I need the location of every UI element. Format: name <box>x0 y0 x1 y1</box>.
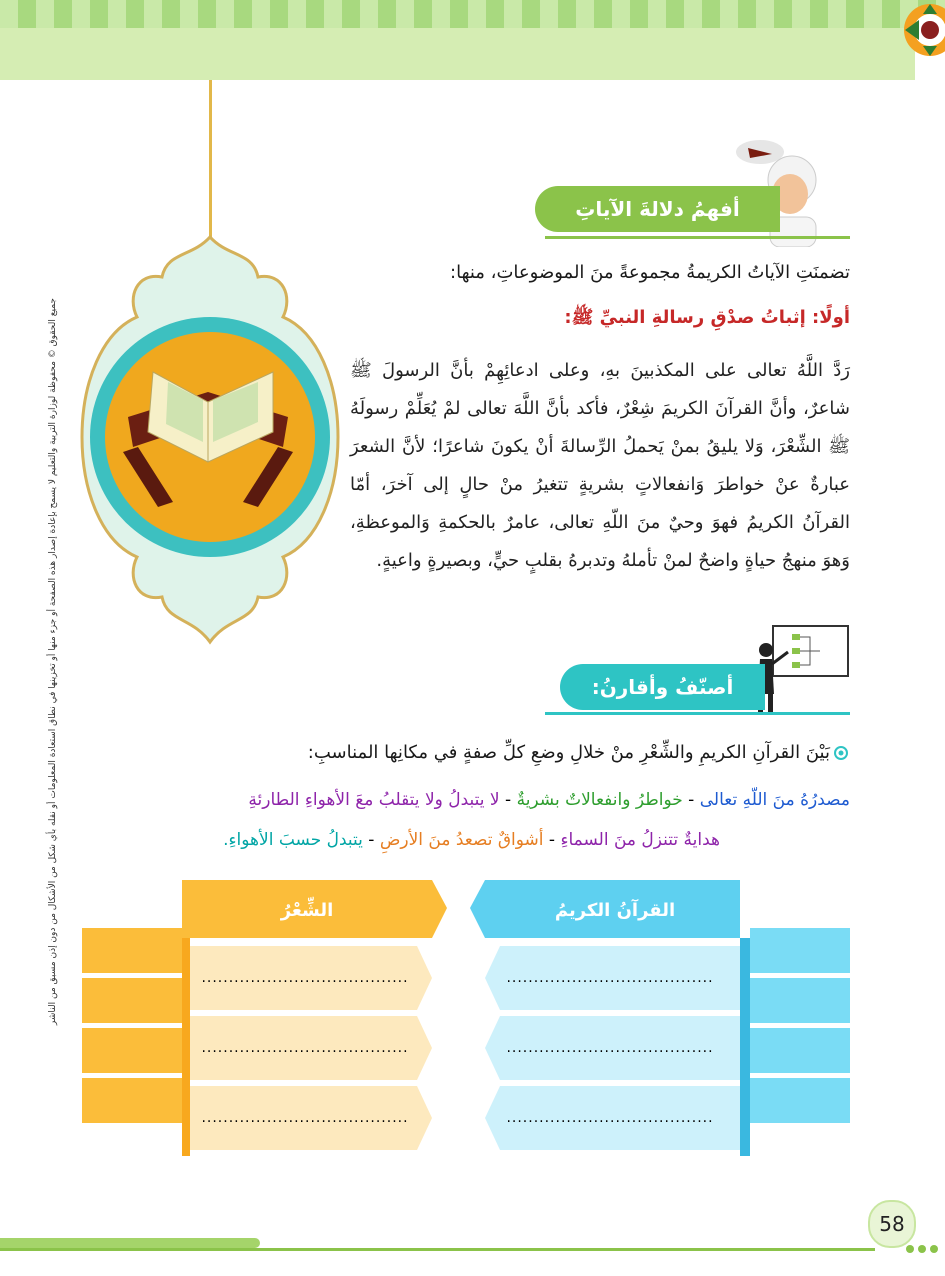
word-bank-item: خواطرُ وانفعالاتٌ بشريةٌ <box>516 790 683 810</box>
quran-column-header: القرآنُ الكريمُ <box>554 899 676 921</box>
quran-answer-3[interactable]: ...................................... <box>506 1110 714 1126</box>
word-bank-line-1: مصدرُهُ منَ اللّهِ تعالى - خواطرُ وانفعالاتٌ بشريةٌ - لا يتبدلُ ولا يتقلبُ معَ الأهواءِ الطارئةِ <box>248 790 850 810</box>
section-title-understand: أفهمُ دلالةَ الآياتِ <box>535 186 780 232</box>
quran-answer-1[interactable]: ...................................... <box>506 970 714 986</box>
footer-bar <box>0 1238 260 1248</box>
poetry-answer-1[interactable]: ...................................... <box>201 970 409 986</box>
copyright-vertical: جميع الحقوق © محفوظة لوزارة التربية والتعليم لا يسمح بإعادة إصدار هذه الصفحة أو جزء منها أو تخزينها في نطاق استعادة المعلومات أو نقله بأي شكل من الأشكال من دون إذن مسبق من الناشر <box>48 298 58 1026</box>
quran-stand-illustration <box>78 232 343 652</box>
poetry-answer-3[interactable]: ...................................... <box>201 1110 409 1126</box>
header-pattern <box>0 0 945 28</box>
word-bank-line-2: هدايةٌ تتنزلُ منَ السماءِ - أشواقٌ تصعدُ منَ الأرضِ - يتبدلُ حسبَ الأهواءِ. <box>223 830 720 850</box>
page-number: 58 <box>868 1200 916 1248</box>
body-paragraph: رَدَّ اللَّهُ تعالى على المكذبينَ بهِ، وعلى ادعائِهِمْ بأنَّ الرسولَ ﷺ شاعرٌ، وأنَّ القرآنَ الكريمَ شِعْرٌ، فأكد بأنَّ اللَّهَ تعالى لمْ يُعَلِّمْ رسولَهُ ﷺ الشِّعْرَ، وَلا يليقُ بمنْ يَحملُ الرِّسالةَ أنْ يكونَ شاعرًا؛ لأنَّ الشعرَ عبارةٌ عنْ خواطرَ وَانفعالاتٍ بشريةٍ تتغيرُ منْ حالٍ إلى آخرَ، أمّا القرآنُ الكريمُ فهوَ وحيٌ منَ اللّهِ تعالى، عامرٌ بالحكمةِ وَالموعظةِ، وَهوَ منهجُ حياةٍ واضحٌ لمنْ تأملهُ وتدبرهُ بقلبٍ حيٍّ، وبصيرةٍ واعيةٍ. <box>350 360 850 571</box>
section-title-classify: أصنّفُ وأقارنُ: <box>560 664 765 710</box>
word-bank-item: هدايةٌ تتنزلُ منَ السماءِ <box>560 830 720 850</box>
quran-answer-2[interactable]: ...................................... <box>506 1040 714 1056</box>
corner-ornament <box>885 0 945 80</box>
header-band <box>0 28 915 80</box>
subheading-first: أولًا: إثباتُ صدْقِ رسالةِ النبيِّ ﷺ: <box>564 307 850 328</box>
target-bullet-icon <box>834 746 848 760</box>
word-bank-item: مصدرُهُ منَ اللّهِ تعالى <box>699 790 850 810</box>
word-bank-item: لا يتبدلُ ولا يتقلبُ معَ الأهواءِ الطارئةِ <box>248 790 500 810</box>
word-bank-item: يتبدلُ حسبَ الأهواءِ. <box>223 830 363 850</box>
section-divider <box>545 236 850 239</box>
footer-dots-icon <box>905 1244 939 1254</box>
intro-text: تضمنَتِ الآياتُ الكريمةُ مجموعةً منَ الموضوعاتِ، منها: <box>450 262 850 283</box>
section-divider-2 <box>545 712 850 715</box>
instruction-text: بَيْنَ القرآنِ الكريمِ والشِّعْرِ منْ خلالِ وضعِ كلِّ صفةٍ في مكانِها المناسبِ: <box>307 742 830 763</box>
poetry-answer-2[interactable]: ...................................... <box>201 1040 409 1056</box>
pendant-cord <box>209 80 212 240</box>
word-bank-item: أشواقٌ تصعدُ منَ الأرضِ <box>379 830 544 850</box>
poetry-column-header: الشِّعْرُ <box>280 899 334 921</box>
footer-line <box>0 1248 875 1251</box>
